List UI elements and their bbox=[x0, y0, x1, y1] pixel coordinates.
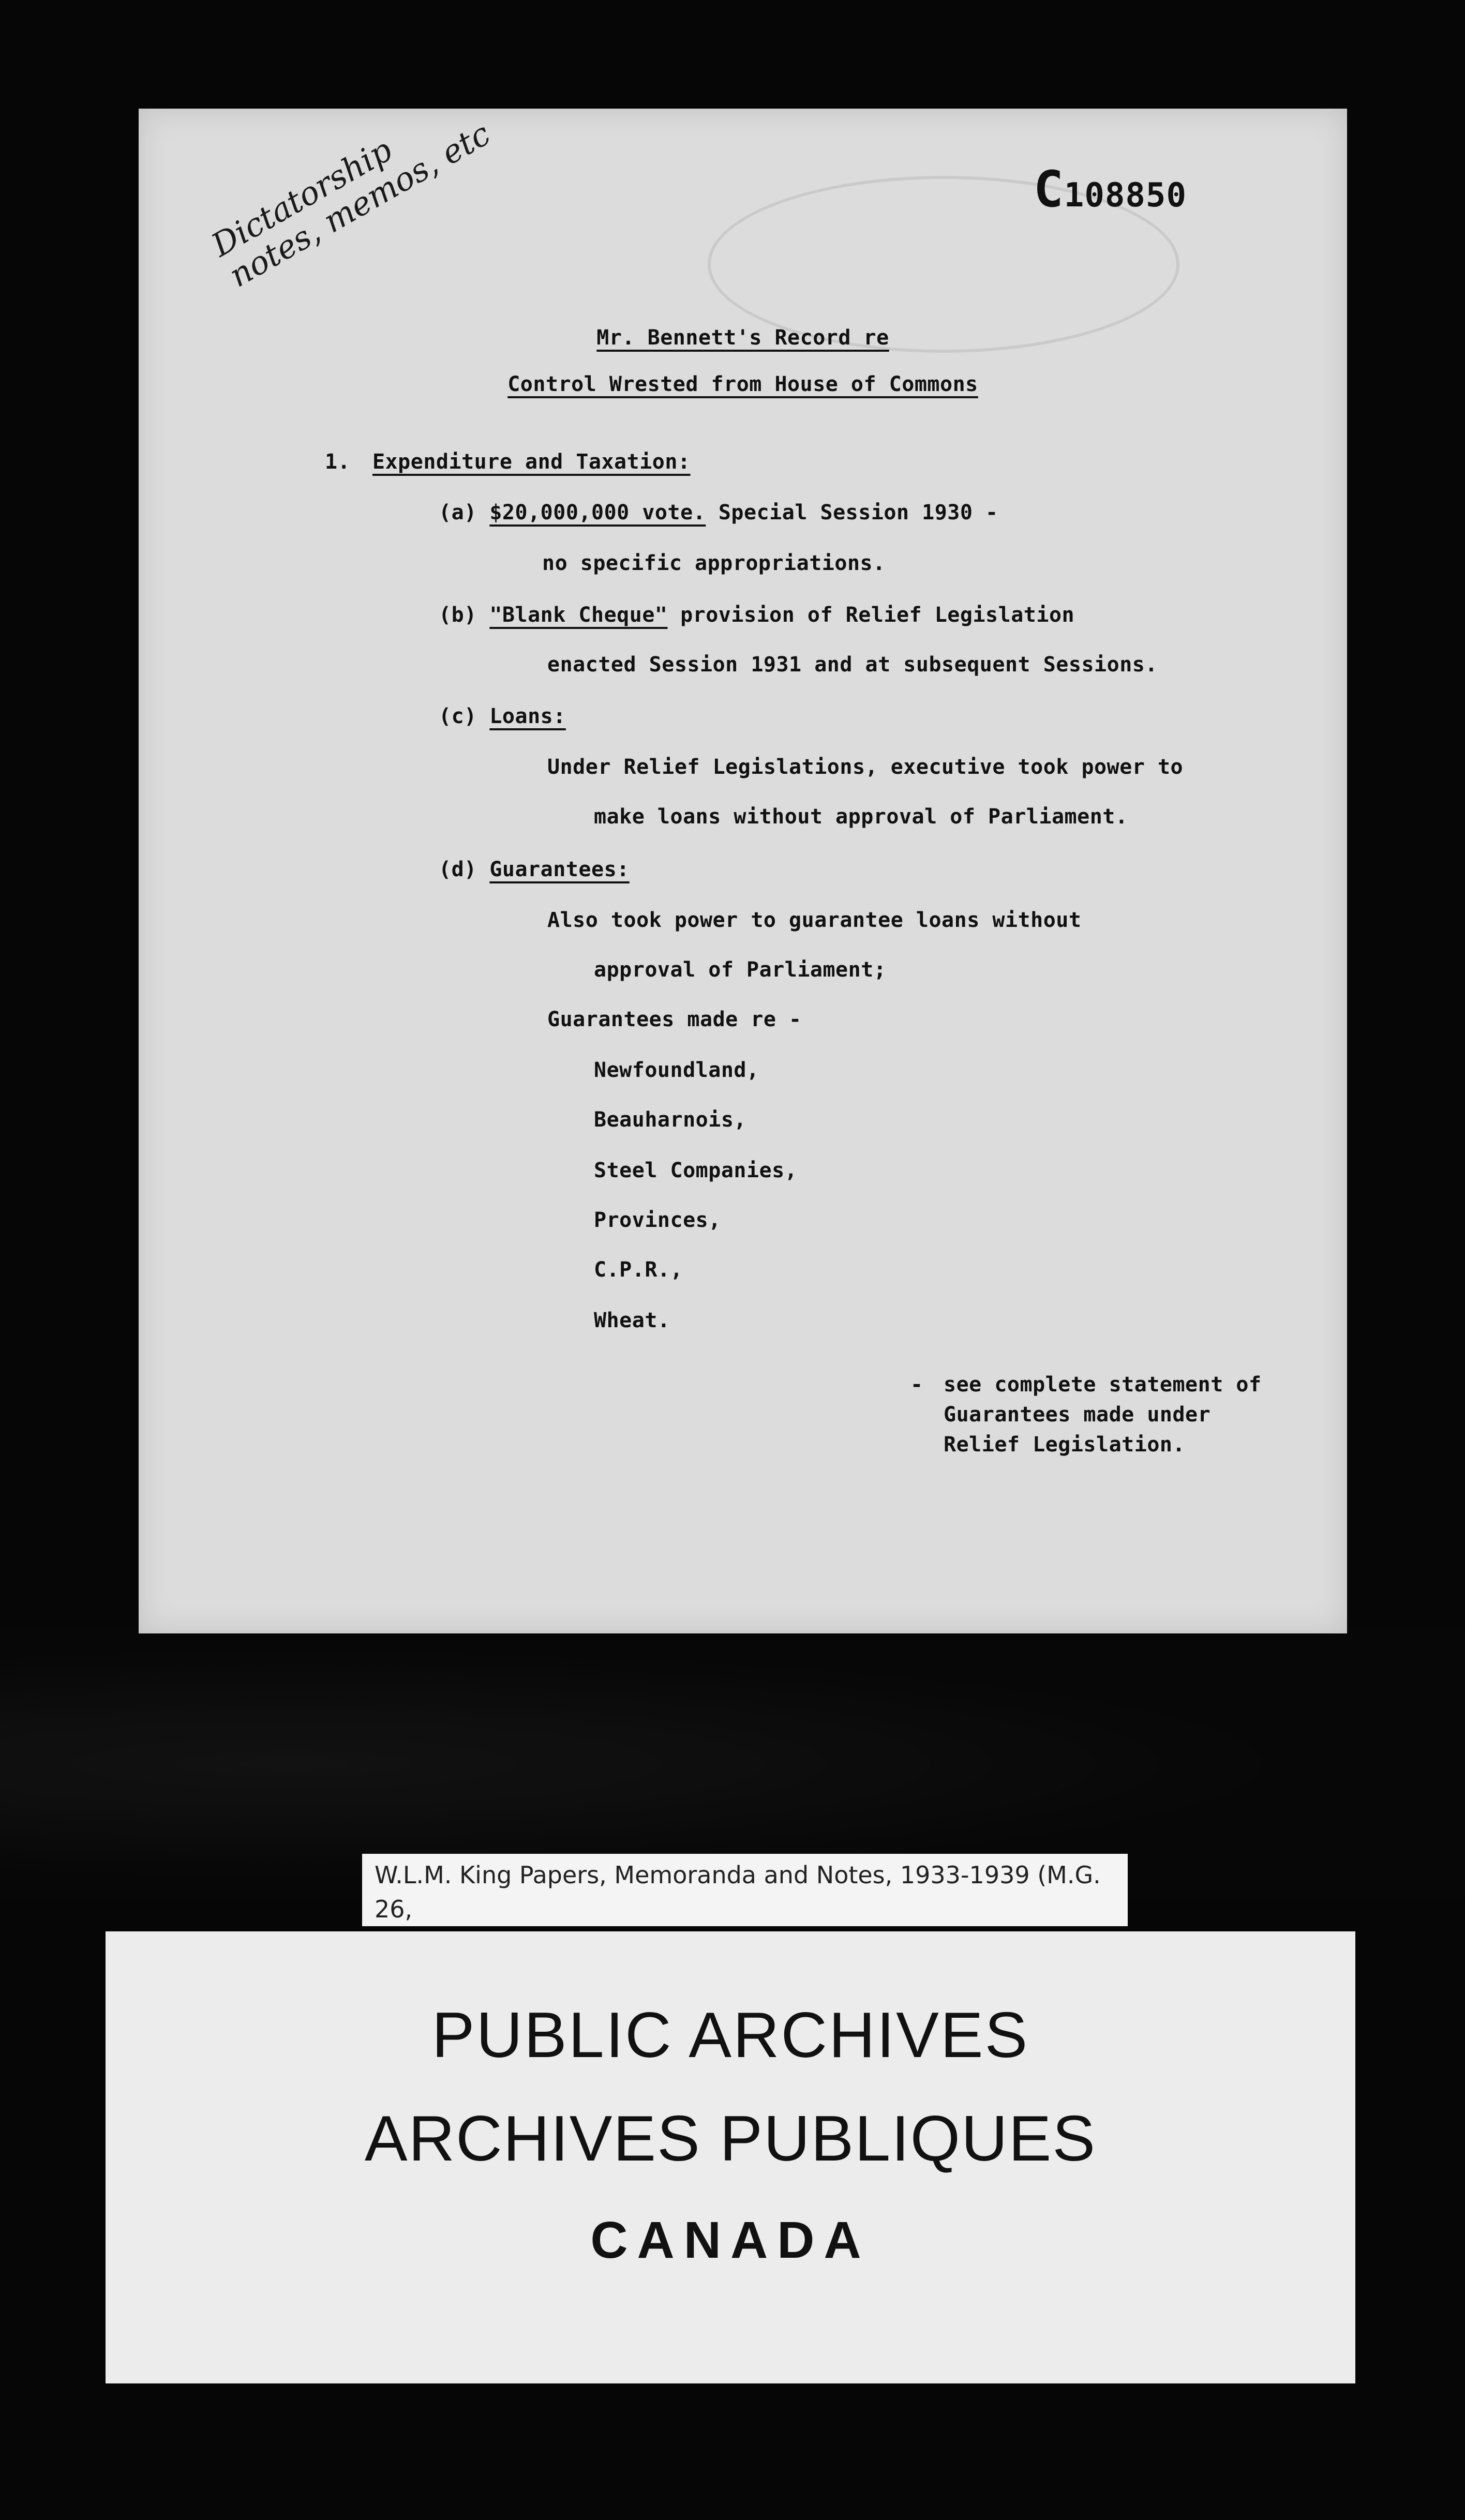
item-b-underlined: "Blank Cheque" bbox=[489, 603, 668, 627]
item-c-line1: Under Relief Legislations, executive took power to bbox=[547, 755, 1184, 779]
document-title-line1: Mr. Bennett's Record re bbox=[596, 326, 889, 350]
guarantee-item: Newfoundland, bbox=[594, 1058, 759, 1082]
document-title-line2: Control Wrested from House of Commons bbox=[507, 372, 978, 396]
archive-line1: PUBLIC ARCHIVES bbox=[431, 2000, 1029, 2071]
document-number-prefix: C bbox=[1034, 160, 1064, 218]
item-b bbox=[439, 603, 1074, 627]
note-line2: Guarantees made under bbox=[944, 1403, 1211, 1427]
item-b-line2: enacted Session 1931 and at subsequent Sessions. bbox=[547, 653, 1158, 677]
item-a bbox=[439, 501, 998, 524]
archive-line3: CANADA bbox=[590, 2211, 871, 2269]
section-number: 1. bbox=[325, 450, 351, 474]
item-d-line3: Guarantees made re - bbox=[547, 1008, 802, 1031]
item-a-underlined: $20,000,000 vote. bbox=[489, 501, 706, 524]
archive-banner bbox=[106, 1931, 1355, 2383]
note-dash: - bbox=[910, 1373, 923, 1397]
item-c-label: (c) bbox=[439, 704, 477, 728]
item-b-label: (b) bbox=[439, 603, 477, 627]
note-line1: see complete statement of bbox=[944, 1373, 1262, 1397]
item-c-underlined: Loans: bbox=[489, 704, 566, 728]
guarantee-item: Beauharnois, bbox=[594, 1108, 746, 1132]
document-page bbox=[139, 109, 1347, 1633]
item-d-line1: Also took power to guarantee loans without bbox=[547, 908, 1082, 932]
handwritten-note: Dictatorship notes, memos, etc bbox=[205, 114, 497, 295]
collection-label-line1: W.L.M. King Papers, Memoranda and Notes, 1933-1939 (M.G. 26, bbox=[375, 1861, 1101, 1923]
item-d-line2: approval of Parliament; bbox=[594, 958, 887, 982]
item-d bbox=[439, 858, 630, 881]
item-a-label: (a) bbox=[439, 501, 477, 524]
item-c bbox=[439, 704, 566, 728]
note-line3: Relief Legislation. bbox=[944, 1433, 1186, 1457]
document-number-digits: 108850 bbox=[1064, 176, 1187, 215]
collection-label bbox=[362, 1854, 1128, 1926]
guarantee-item: C.P.R., bbox=[594, 1258, 683, 1282]
guarantee-item: Provinces, bbox=[594, 1208, 721, 1232]
item-d-underlined: Guarantees: bbox=[489, 858, 630, 881]
item-c-line2: make loans without approval of Parliament. bbox=[594, 805, 1128, 829]
item-a-line2: no specific appropriations. bbox=[542, 551, 886, 575]
item-a-rest: Special Session 1930 - bbox=[706, 501, 998, 524]
item-d-label: (d) bbox=[439, 858, 477, 881]
guarantee-item: Wheat. bbox=[594, 1309, 670, 1332]
section-heading: Expenditure and Taxation: bbox=[372, 450, 691, 474]
item-b-rest: provision of Relief Legislation bbox=[667, 603, 1075, 627]
guarantee-item: Steel Companies, bbox=[594, 1159, 798, 1182]
document-number bbox=[1034, 160, 1187, 218]
archive-line2: ARCHIVES PUBLIQUES bbox=[364, 2103, 1097, 2174]
